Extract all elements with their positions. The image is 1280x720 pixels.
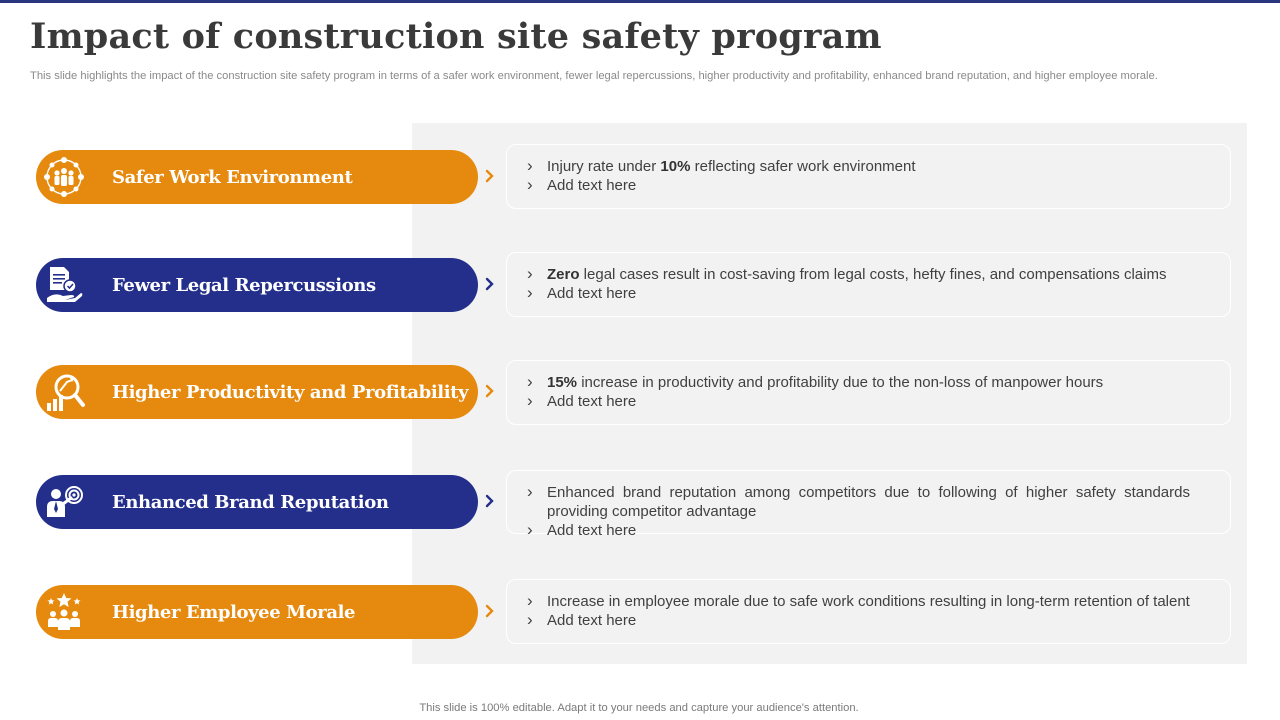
bullet-placeholder: › Add text here [527,521,1190,540]
chevron-right-icon [482,491,498,511]
detail-card [506,252,1231,317]
bullet-placeholder: › Add text here [527,392,1190,411]
growth-chart-magnifier-icon [39,367,89,417]
detail-card [506,470,1231,539]
legal-document-hand-icon [39,260,89,310]
bullet-placeholder: › Add text here [527,611,1190,630]
bullet-placeholder: › Add text here [527,176,1190,195]
team-stars-icon [39,587,89,637]
pill-higher-employee-morale [36,585,478,639]
pill-label: Enhanced Brand Reputation [112,491,389,513]
pill-label: Higher Employee Morale [112,601,356,623]
pill-enhanced-brand-reputation [36,475,478,529]
bullet-point: › Zero legal cases result in cost-saving from legal costs, hefty fines, and compensations claims [527,265,1190,284]
chevron-right-icon [482,274,498,294]
page-title: Impact of construction site safety program [30,16,882,57]
bullet-point: › Increase in employee morale due to safe work conditions resulting in long-term retention of talent [527,592,1190,611]
page-subtitle: This slide highlights the impact of the construction site safety program in terms of a safer work environment, fewer legal repercussions, higher productivity and profitability, enhanced brand reputation, and higher employee morale. [30,70,1158,82]
top-rule [0,0,1280,3]
pill-label: Safer Work Environment [112,166,353,188]
bullet-point: › Injury rate under 10% reflecting safer work environment [527,157,1190,176]
bullet-point: › Enhanced brand reputation among competitors due to following of higher safety standards providing competitor advantage [527,483,1190,521]
pill-fewer-legal-repercussions [36,258,478,312]
footer-note: This slide is 100% editable. Adapt it to your needs and capture your audience's attention. [419,702,859,714]
chevron-right-icon [482,166,498,186]
bullet-point: › 15% increase in productivity and profitability due to the non-loss of manpower hours [527,373,1190,392]
businessman-target-icon [39,477,89,527]
pill-label: Higher Productivity and Profitability [112,381,469,403]
pill-safer-work-environment [36,150,478,204]
team-network-icon [39,152,89,202]
chevron-right-icon [482,381,498,401]
pill-higher-productivity-profitability [36,365,478,419]
bullet-placeholder: › Add text here [527,284,1190,303]
detail-card [506,144,1231,209]
pill-label: Fewer Legal Repercussions [112,274,376,296]
chevron-right-icon [482,601,498,621]
detail-card [506,579,1231,644]
detail-card [506,360,1231,425]
